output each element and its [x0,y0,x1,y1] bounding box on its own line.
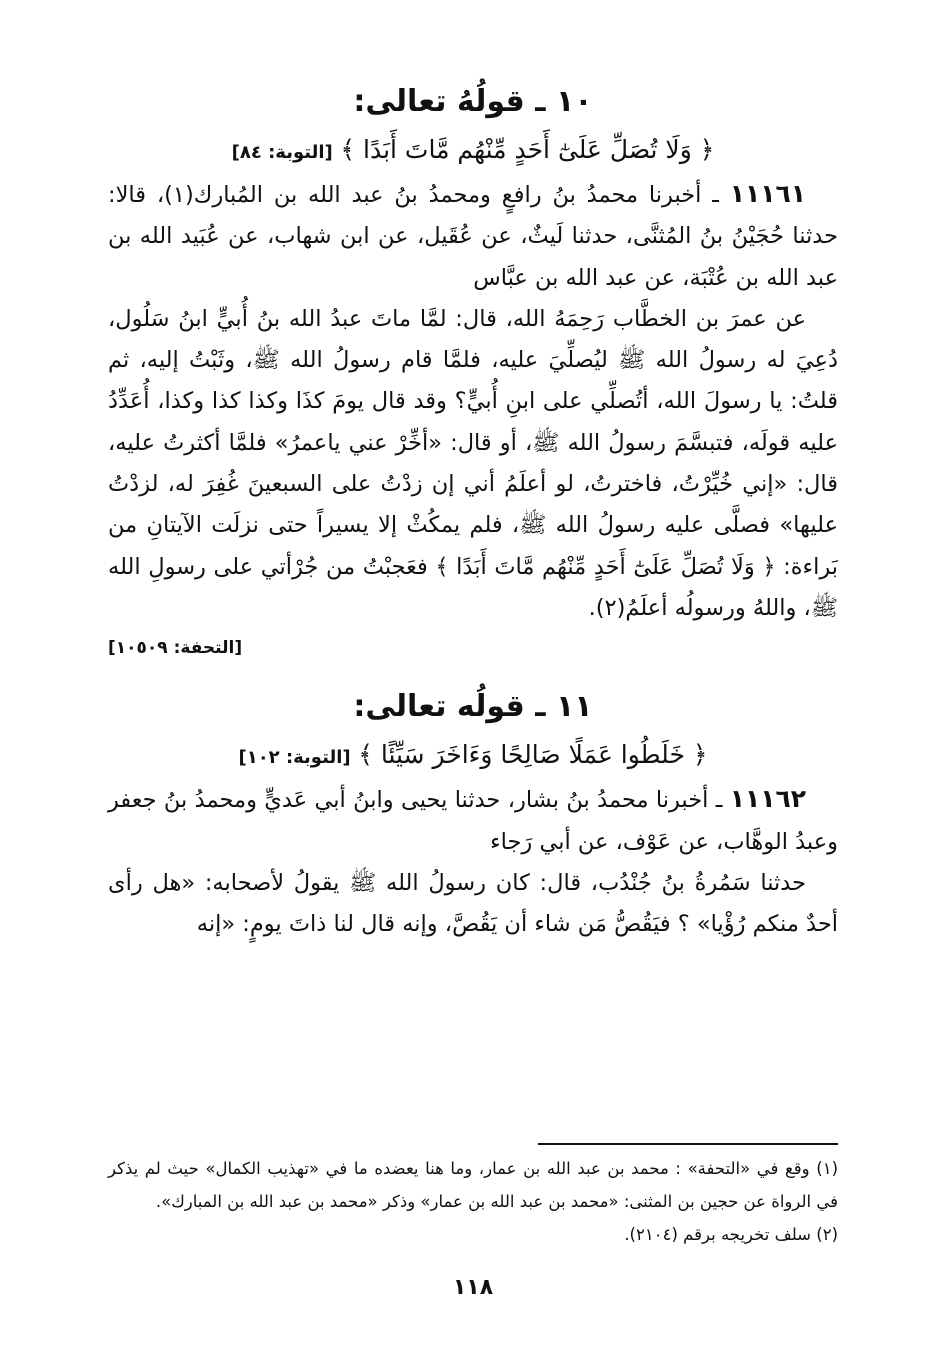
book-page [108,80,838,1340]
footnotes [108,1152,838,1251]
section-heading-11: ١١ ـ قولُه تعالى: [353,689,593,725]
footnote-1: (١) وقع في «التحفة» : محمد بن عبد الله بن عمار، وما هنا يعضده ما في «تهذيب الكمال» حيث لم يذكر في الرواة عن حجين بن المثنى: «محمد بن عبد الله بن عمار» وذكر «محمد بن عبد الله بن المبارك». [108,1159,838,1211]
hadith-number: ١١١٦١ [729,179,807,208]
matn-text: عن عمرَ بن الخطَّاب رَحِمَهُ الله، قال: لمَّا ماتَ عبدُ الله بنُ أُبيٍّ ابنُ سَلُول، دُعِيَ له رسولُ الله ﷺ ليُصلِّيَ عليه، فلمَّا قام رسولُ الله ﷺ، وثَبْتُ إليه، ثم قلتُ: يا رسولَ الله، أتُصلِّي على ابنِ أُبيٍّ؟ وقد قال يومَ كذَا وكذا كذا وكذا، أُعَدِّدُ عليه قولَه، فتبسَّمَ رسولُ الله ﷺ، أو قال: «أخِّرْ عني ياعمرُ» فلمَّا أكثرتُ عليه، قال: «إني خُيِّرْتُ، فاخترتُ، لو أعلَمُ أني إن زدْتُ على السبعينَ غُفِرَ له، لزدْتُ عليها» فصلَّى عليه رسولُ الله ﷺ، فلم يمكُثْ إلا يسيراً حتى نزلَت الآيتانِ من بَراءة: [108,305,839,580]
tuhfa-reference: [التحفة: ١٠٥٠٩] [108,638,243,659]
isnad-text: ـ أخبرنا محمدُ بنُ بشار، حدثنا يحيى وابنُ أبي عَديٍّ ومحمدُ بنُ جعفر وعبدُ الوهَّاب، عن عَوْف، عن أبي رَجاء [108,787,838,855]
hadith-11162-isnad [108,778,838,863]
hadith-11161-matn [108,299,838,629]
hadith-number: ١١١٦٢ [729,784,806,814]
footnote-divider [538,1143,838,1145]
verse-reference: [التوبة: ٨٤] [231,142,333,163]
matn-text-end: فعَجبْتُ من جُرْأتي على رسولِ الله ﷺ، واللهُ ورسولُه أعلَمُ(٢). [108,553,838,621]
hadith-11162-matn: حدثنا سَمُرةُ بنُ جُنْدُب، قال: كان رسولُ الله ﷺ يقولُ لأصحابه: «هل رأى أحدٌ منكم رُؤْيا» ؟ فيَقُصُّ مَن شاء أن يَقُصَّ، وإنه قال لنا ذاتَ يومٍ: «إنه [108,869,838,938]
verse-line-tawbah-102 [108,735,838,778]
hadith-11161-isnad [108,173,838,299]
quran-verse: ﴿ خَلَطُوا عَمَلًا صَالِحًا وَءَاخَرَ سَيِّئًا ﴾ [358,740,708,770]
page-number: ١١٨ [452,1275,494,1300]
quran-verse-inline: ﴿ وَلَا تُصَلِّ عَلَىٰٓ أَحَدٍ مِّنْهُم مَّاتَ أَبَدًا ﴾ [435,553,776,580]
section-heading-10: ١٠ ـ قولُهُ تعالى: [353,84,593,119]
quran-verse: ﴿ وَلَا تُصَلِّ عَلَىٰٓ أَحَدٍ مِّنْهُم مَّاتَ أَبَدًا ﴾ [340,135,715,164]
footnote-2: (٢) سلف تخريجه برقم (٢١٠٤). [624,1225,838,1244]
verse-reference: [التوبة: ١٠٢] [238,747,351,769]
isnad-text: ـ أخبرنا محمدُ بنُ رافعٍ ومحمدُ بنُ عبد الله بن المُبارك(١)، قالا: حدثنا حُجَيْنُ بنُ المُثنَّى، حدثنا لَيثٌ، عن عُقَيل، عن ابن شهاب، عن عُبَيد الله بن عبد الله بن عُتْبَة، عن عبد الله بن عبَّاس [108,182,838,291]
verse-line-tawbah-84 [108,130,838,173]
